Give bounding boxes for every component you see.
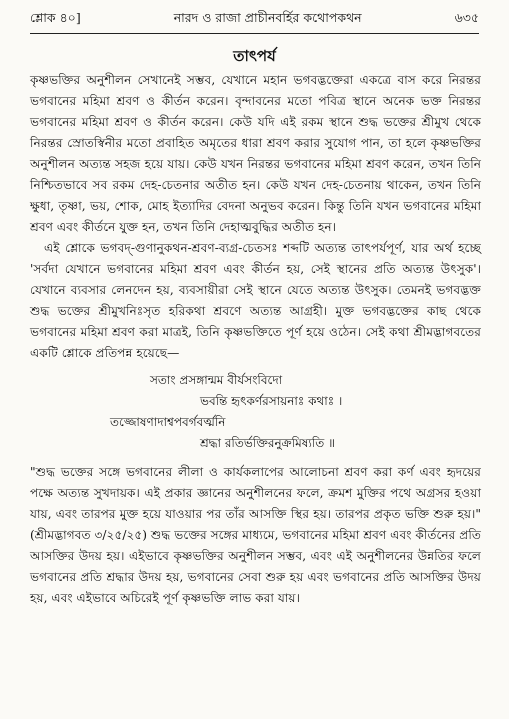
section-heading: তাৎপর্য [233,47,276,65]
verse-reference: শ্লোক ৪০] [30,10,81,25]
chapter-title: নারদ ও রাজা প্রাচীনবর্হির কথোপকথন [173,10,362,25]
page-number: ৬৩৫ [454,10,479,25]
header-rule [30,33,479,34]
paragraph-1: কৃষ্ণভক্তির অনুশীলন সেখানেই সম্ভব, যেখানে মহান ভগবদ্ভক্তেরা একত্রে বাস করে নিরন্তর ভগবানের মহিমা শ্রবণ ও কীর্তন করেন। বৃন্দাবনের মতো পবিত্র স্থানে অনেক ভক্ত নিরন্তর ভগবানের মহিমা শ্রবণ ও কীর্তন করেন। কেউ যদি এই রকম স্থানে শুদ্ধ ভক্তের শ্রীমুখ থেকে নিরন্তর স্রোতস্বিনীর মতো প্রবাহিত অমৃতের ধারা শ্রবণ করার সুযোগ পান, তা হলে কৃষ্ণভক্তির অনুশীলন অত্যন্ত সহজ হয়ে যায়। কেউ যখন নিরন্তর ভগবানের মহিমা শ্রবণ করেন, তখন তিনি নিশ্চিতভাবে সব রকম দেহ-চেতনার অতীত হন। কেউ যখন দেহ-চেতনায় থাকেন, তখন তিনি ক্ষুধা, তৃষ্ণা, ভয়, শোক, মোহ ইত্যাদির বেদনা অনুভব করেন। কিন্তু তিনি যখন ভগবানের মহিমা শ্রবণ এবং কীর্তনে যুক্ত হন, তখন তিনি দেহাত্মবুদ্ধির অতীত হন। [30,73,481,234]
paragraph-3: "শুদ্ধ ভক্তের সঙ্গে ভগবানের লীলা ও কার্যকলাপের আলোচনা শ্রবণ করা কর্ণ এবং হৃদয়ের পক্ষে অত্যন্ত সুখদায়ক। এই প্রকার জ্ঞানের অনুশীলনের ফলে, ক্রমশ মুক্তির পথে অগ্রসর হওয়া যায়, এবং তারপর মুক্ত হয়ে যাওয়ার পর তাঁর আসক্তি স্থির হয়। তারপর প্রকৃত ভক্তি শুরু হয়।" (শ্রীমদ্ভাগবত ৩/২৫/২৫) শুদ্ধ ভক্তের সঙ্গের মাধ্যমে, ভগবানের মহিমা শ্রবণ এবং কীর্তনের প্রতি আসক্তির উদয় হয়। এইভাবে কৃষ্ণভক্তির অনুশীলন সম্ভব, এবং এই অনুশীলনের উন্নতির ফলে ভগবানের প্রতি শ্রদ্ধার উদয় হয়, ভগবানের সেবা শুরু হয় এবং ভগবানের প্রতি আসক্তির উদয় হয়, এবং এইভাবে অচিরেই পূর্ণ কৃষ্ণভক্তি লাভ করা যায়। [30,465,481,605]
running-header [30,10,479,30]
sanskrit-verse [30,370,481,454]
verse-line: ভবন্তি হৃৎকর্ণরসায়নাঃ কথাঃ । [200,394,343,408]
verse-line: তজ্জোষণাদাশ্বপবর্গবর্ত্মনি [110,415,226,429]
verse-line: সতাং প্রসঙ্গান্মম বীর্যসংবিদো [150,373,283,387]
body-text [30,70,481,609]
paragraph-2: এই শ্লোকে ভগবদ্-গুণানুকথন-শ্রবণ-ব্যগ্র-চেতসঃ শব্দটি অত্যন্ত তাৎপর্যপূর্ণ, যার অর্থ হচ্ছে 'সর্বদা যেখানে ভগবানের মহিমা শ্রবণ এবং কীর্তন হয়, সেই স্থানের প্রতি অত্যন্ত উৎসুক'। যেখানে ব্যবসার লেনদেন হয়, ব্যবসায়ীরা সেই স্থানে যেতে অত্যন্ত উৎসুক। তেমনই ভগবদ্ভক্ত শুদ্ধ ভক্তের শ্রীমুখনিঃসৃত হরিকথা শ্রবণে অত্যন্ত আগ্রহী। মুক্ত ভগবদ্ভক্তের কাছ থেকে ভগবানের মহিমা শ্রবণ করা মাত্রই, তিনি কৃষ্ণভক্তিতে পূর্ণ হয়ে ওঠেন। সেই কথা শ্রীমদ্ভাগবতের একটি শ্লোকে প্রতিপন্ন হয়েছে— [30,241,481,360]
verse-line: শ্রদ্ধা রতির্ভক্তিরনুক্রমিষ্যতি ॥ [200,436,335,450]
